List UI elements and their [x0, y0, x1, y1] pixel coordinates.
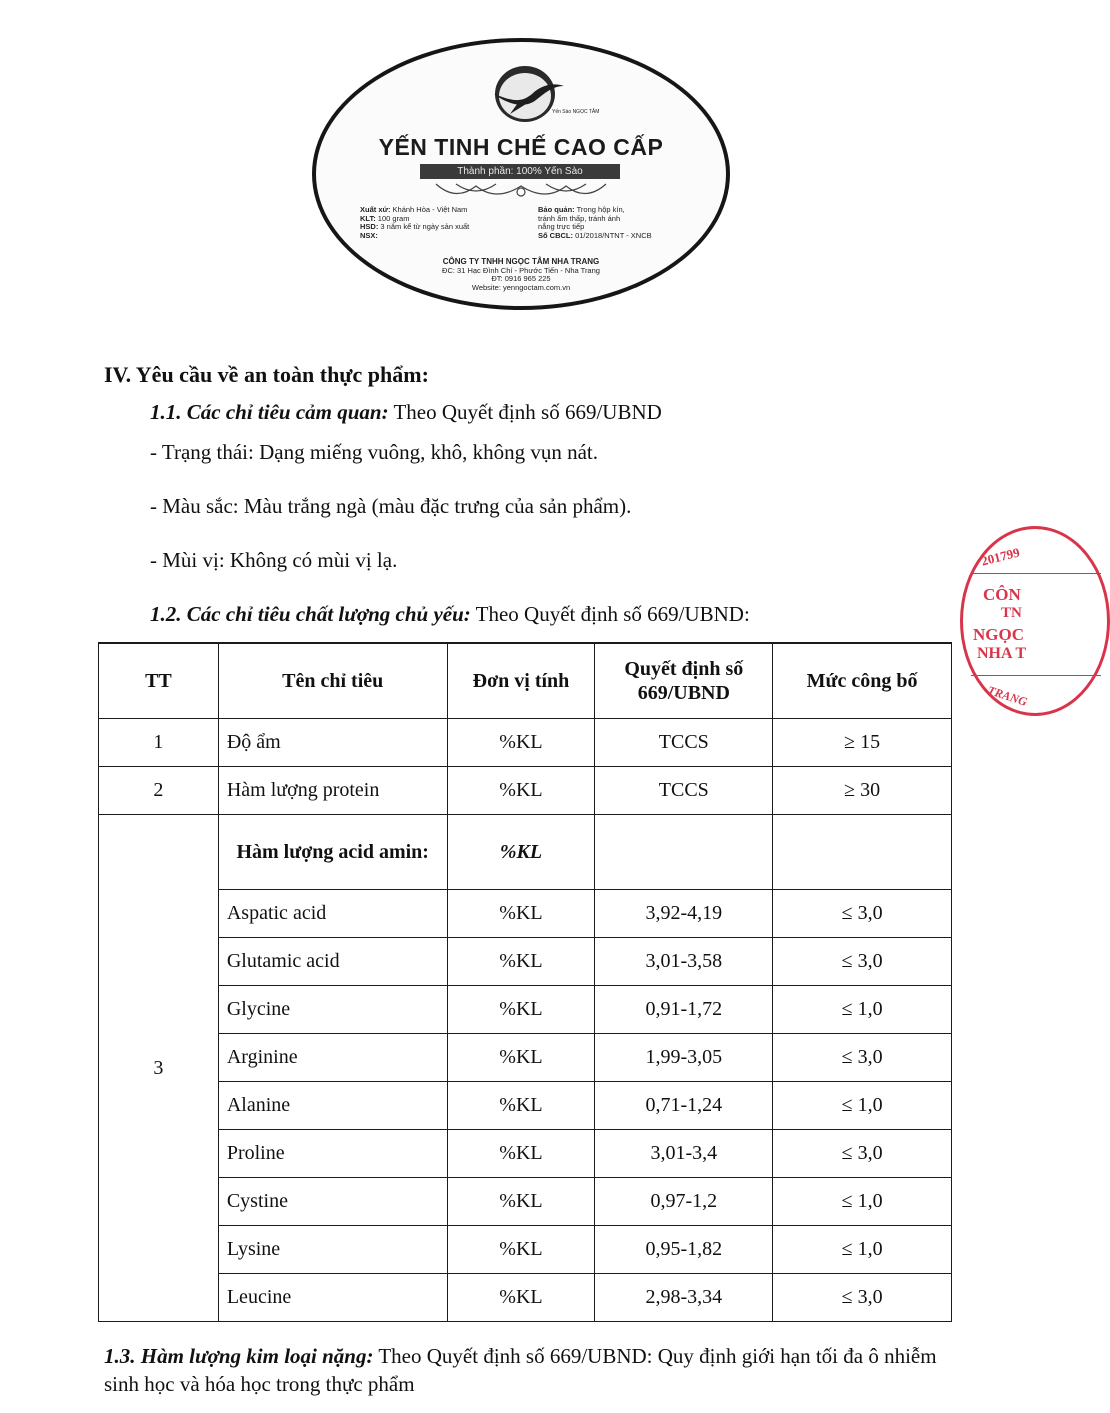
- heavy-metal-text: Theo Quyết định số 669/UBND: Quy định giới hạn tối đa ô nhiễm sinh học và hóa học trong thực phẩm: [104, 1344, 937, 1396]
- table-row: [99, 1130, 952, 1178]
- heavy-metal-paragraph: [104, 1342, 964, 1398]
- cell-unit: %KL: [447, 1082, 595, 1130]
- stamp-line-3: NGỌC: [973, 625, 1024, 644]
- cell-decision: 0,91-1,72: [595, 986, 773, 1034]
- cell-name: Cystine: [218, 1178, 447, 1226]
- cell-unit: %KL: [447, 1226, 595, 1274]
- header-tt: TT: [99, 643, 219, 719]
- label-info-value: Khánh Hòa - Việt Nam: [390, 205, 468, 214]
- cell-name: Proline: [218, 1130, 447, 1178]
- stamp-line-1: CÔN: [983, 585, 1021, 604]
- table-row: [99, 1082, 952, 1130]
- cell-decision: TCCS: [595, 719, 773, 767]
- header-level: Mức công bố: [773, 643, 952, 719]
- label-brand-small: Yến Sào NGỌC TÂM: [552, 109, 600, 115]
- cell-decision: 0,95-1,82: [595, 1226, 773, 1274]
- label-info-key: NSX:: [360, 230, 378, 240]
- bullet-state: - Trạng thái: Dạng miếng vuông, khô, không vụn nát.: [150, 440, 598, 464]
- cell-decision: 0,97-1,2: [595, 1178, 773, 1226]
- label-info-value: 01/2018/NTNT - XNCB: [573, 230, 652, 240]
- label-info-key: KLT:: [360, 213, 376, 223]
- label-info-line: [360, 232, 469, 241]
- sensory-criteria-text: Theo Quyết định số 669/UBND: [388, 400, 662, 424]
- label-info-right: [538, 206, 652, 240]
- cell-decision: 1,99-3,05: [595, 1034, 773, 1082]
- section-heading: IV. Yêu cầu về an toàn thực phẩm:: [104, 362, 429, 387]
- table-row: [99, 1226, 952, 1274]
- cell-name: Leucine: [218, 1274, 447, 1322]
- cell-unit: %KL: [447, 1274, 595, 1322]
- cell-unit: %KL: [447, 719, 595, 767]
- cell-level: ≥ 15: [773, 719, 952, 767]
- cell-name: Arginine: [218, 1034, 447, 1082]
- table-row: [99, 938, 952, 986]
- label-info-left: [360, 206, 469, 240]
- stamp-line-2: TN: [1001, 605, 1022, 621]
- table-row: [99, 986, 952, 1034]
- cell-group-name: Hàm lượng acid amin:: [218, 815, 447, 890]
- label-phone: ĐT: 0916 965 225: [491, 274, 551, 283]
- table-row: [99, 719, 952, 767]
- cell-decision: 3,92-4,19: [595, 890, 773, 938]
- heavy-metal-heading: 1.3. Hàm lượng kim loại nặng:: [104, 1344, 374, 1368]
- cell-decision: 0,71-1,24: [595, 1082, 773, 1130]
- cell-name: Độ ẩm: [218, 719, 447, 767]
- label-title: YẾN TINH CHẾ CAO CẤP: [378, 134, 664, 160]
- company-stamp: [960, 526, 1110, 716]
- header-name: Tên chỉ tiêu: [218, 643, 447, 719]
- table-row: [99, 1274, 952, 1322]
- ornament-icon: [426, 180, 616, 204]
- header-unit: Đơn vị tính: [447, 643, 595, 719]
- cell-group-unit: %KL: [447, 815, 595, 890]
- label-info-key: Bảo quản:: [538, 205, 575, 214]
- bullet-color: - Màu sắc: Màu trắng ngà (màu đặc trưng của sản phẩm).: [150, 494, 632, 518]
- bullet-taste: - Mùi vị: Không có mùi vị lạ.: [150, 548, 398, 572]
- label-info-value: 100 gram: [375, 213, 410, 223]
- cell-decision: 3,01-3,4: [595, 1130, 773, 1178]
- cell-level: ≤ 1,0: [773, 1178, 952, 1226]
- cell-tt: 2: [99, 767, 219, 815]
- sensory-criteria-line: [150, 400, 662, 425]
- label-info-value: tránh ẩm thấp, tránh ánh: [538, 213, 621, 223]
- cell-level: ≤ 3,0: [773, 938, 952, 986]
- cell-level: ≤ 1,0: [773, 1226, 952, 1274]
- label-company-block: [316, 258, 726, 292]
- cell-tt: 1: [99, 719, 219, 767]
- stamp-number: 201799: [979, 544, 1022, 569]
- label-company-name: CÔNG TY TNHH NGỌC TÂM NHA TRANG: [442, 257, 600, 266]
- cell-name: Glutamic acid: [218, 938, 447, 986]
- cell-unit: %KL: [447, 1034, 595, 1082]
- cell-name: Glycine: [218, 986, 447, 1034]
- cell-name: Aspatic acid: [218, 890, 447, 938]
- cell-decision: TCCS: [595, 767, 773, 815]
- quality-criteria-text: Theo Quyết định số 669/UBND:: [470, 602, 750, 626]
- cell-empty: [773, 815, 952, 890]
- table-header-row: [99, 643, 952, 719]
- cell-empty: [595, 815, 773, 890]
- label-info-value: 3 năm kể từ ngày sản xuất: [378, 222, 470, 231]
- sensory-criteria-heading: 1.1. Các chỉ tiêu cảm quan:: [150, 400, 389, 424]
- cell-level: ≤ 1,0: [773, 1082, 952, 1130]
- label-address: ĐC: 31 Hạc Đình Chí - Phước Tiến - Nha Trang: [442, 265, 600, 275]
- table-row: [99, 1178, 952, 1226]
- label-info-value: Trong hộp kín,: [574, 205, 625, 214]
- cell-unit: %KL: [447, 1130, 595, 1178]
- cell-unit: %KL: [447, 938, 595, 986]
- cell-decision: 3,01-3,58: [595, 938, 773, 986]
- cell-name: Hàm lượng protein: [218, 767, 447, 815]
- cell-level: ≥ 30: [773, 767, 952, 815]
- cell-decision: 2,98-3,34: [595, 1274, 773, 1322]
- label-website: Website: yenngoctam.com.vn: [471, 282, 571, 292]
- quality-table: [98, 642, 952, 1322]
- quality-criteria-heading: 1.2. Các chỉ tiêu chất lượng chủ yếu:: [150, 602, 471, 626]
- cell-unit: %KL: [447, 890, 595, 938]
- cell-name: Lysine: [218, 1226, 447, 1274]
- cell-unit: %KL: [447, 767, 595, 815]
- label-ingredients: Thành phần: 100% Yến Sào: [420, 164, 620, 179]
- stamp-line-4: NHA T: [977, 645, 1027, 662]
- label-info-key: HSD:: [360, 222, 379, 231]
- stamp-bottom-text: TRANG: [985, 683, 1029, 709]
- label-info-key: Số CBCL:: [538, 230, 573, 240]
- table-body: [99, 719, 952, 1322]
- cell-level: ≤ 3,0: [773, 890, 952, 938]
- table-row-group-header: [99, 815, 952, 890]
- cell-level: ≤ 3,0: [773, 1034, 952, 1082]
- product-label: [312, 38, 730, 310]
- table-row: [99, 767, 952, 815]
- label-info-key: Xuất xứ:: [360, 205, 391, 214]
- table-row: [99, 1034, 952, 1082]
- cell-unit: %KL: [447, 986, 595, 1034]
- cell-tt: 3: [99, 815, 219, 1322]
- quality-criteria-line: [150, 602, 750, 627]
- header-decision: Quyết định số 669/UBND: [595, 643, 773, 719]
- stamp-inner-ring: [971, 573, 1101, 574]
- cell-level: ≤ 3,0: [773, 1130, 952, 1178]
- stamp-inner-ring-bottom: [971, 675, 1101, 676]
- cell-name: Alanine: [218, 1082, 447, 1130]
- cell-unit: %KL: [447, 1178, 595, 1226]
- cell-level: ≤ 3,0: [773, 1274, 952, 1322]
- swallow-logo-icon: [480, 64, 570, 124]
- cell-level: ≤ 1,0: [773, 986, 952, 1034]
- label-info-line: [538, 232, 652, 241]
- label-info-value: nắng trực tiếp: [538, 222, 585, 231]
- table-row: [99, 890, 952, 938]
